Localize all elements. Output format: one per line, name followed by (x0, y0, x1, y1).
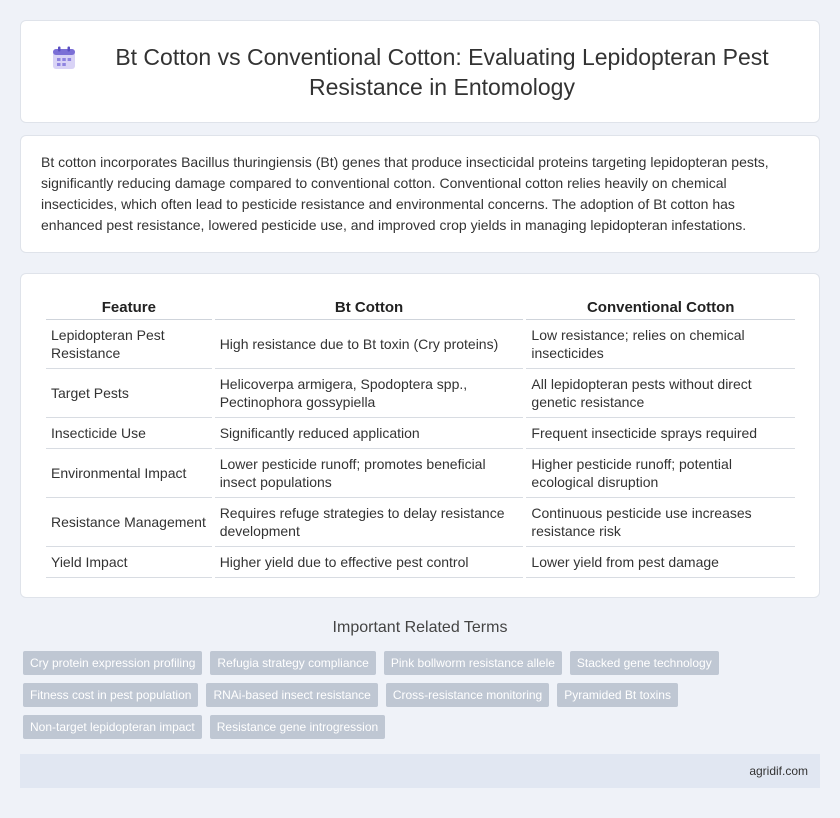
table-cell: All lepidopteran pests without direct genetic resistance (526, 369, 795, 418)
table-cell: Lepidopteran Pest Resistance (46, 320, 212, 369)
page-title: Bt Cotton vs Conventional Cotton: Evaluating Lepidopteran Pest Resistance in Entomology (115, 43, 769, 100)
header-conventional-cotton: Conventional Cotton (526, 294, 795, 320)
intro-card (20, 135, 820, 253)
table-cell: High resistance due to Bt toxin (Cry proteins) (215, 320, 524, 369)
table-cell: Helicoverpa armigera, Spodoptera spp., Pectinophora gossypiella (215, 369, 524, 418)
tag-row (23, 715, 813, 739)
intro-paragraph: Bt cotton incorporates Bacillus thuringiensis (Bt) genes that produce insecticidal proteins targeting lepidopteran pests, significantly reducing damage compared to conventional cotton. Conventional cotton relies heavily on chemical insecticides, which often lead to pesticide resistance and environmental concerns. The adoption of Bt cotton has enhanced pest resistance, lowered pesticide use, and improved crop yields in managing lepidopteran infestations. (41, 154, 769, 233)
related-term-tag[interactable]: Cry protein expression profiling (23, 651, 202, 675)
header-feature: Feature (46, 294, 212, 320)
related-terms-tags (23, 651, 813, 747)
table-cell: Resistance Management (46, 498, 212, 547)
related-term-tag[interactable]: Stacked gene technology (570, 651, 719, 675)
related-term-tag[interactable]: Fitness cost in pest population (23, 683, 198, 707)
title-card (20, 20, 820, 123)
table-row (46, 418, 795, 449)
table-row (46, 449, 795, 498)
table-cell: Low resistance; relies on chemical insecticides (526, 320, 795, 369)
related-term-tag[interactable]: RNAi-based insect resistance (206, 683, 377, 707)
table-cell: Continuous pesticide use increases resistance risk (526, 498, 795, 547)
calendar-icon (51, 45, 77, 71)
table-header-row (46, 294, 795, 320)
related-term-tag[interactable]: Pyramided Bt toxins (557, 683, 678, 707)
table-cell: Lower yield from pest damage (526, 547, 795, 578)
footer (20, 754, 820, 788)
related-term-tag[interactable]: Pink bollworm resistance allele (384, 651, 562, 675)
related-term-tag[interactable]: Non-target lepidopteran impact (23, 715, 202, 739)
table-row (46, 369, 795, 418)
table-cell: Frequent insecticide sprays required (526, 418, 795, 449)
table-cell: Significantly reduced application (215, 418, 524, 449)
related-term-tag[interactable]: Refugia strategy compliance (210, 651, 375, 675)
related-terms-title: Important Related Terms (332, 619, 508, 636)
comparison-table (43, 294, 798, 578)
header-bt-cotton: Bt Cotton (215, 294, 524, 320)
footer-site-link[interactable]: agridif.com (749, 764, 808, 778)
table-row (46, 320, 795, 369)
table-row (46, 498, 795, 547)
table-cell: Higher pesticide runoff; potential ecological disruption (526, 449, 795, 498)
table-cell: Requires refuge strategies to delay resistance development (215, 498, 524, 547)
table-cell: Yield Impact (46, 547, 212, 578)
table-cell: Environmental Impact (46, 449, 212, 498)
tag-row (23, 651, 813, 675)
title-wrap (21, 42, 819, 102)
table-row (46, 547, 795, 578)
table-cell: Higher yield due to effective pest control (215, 547, 524, 578)
related-term-tag[interactable]: Cross-resistance monitoring (386, 683, 549, 707)
table-cell: Insecticide Use (46, 418, 212, 449)
tag-row (23, 683, 813, 707)
related-term-tag[interactable]: Resistance gene introgression (210, 715, 385, 739)
table-cell: Lower pesticide runoff; promotes beneficial insect populations (215, 449, 524, 498)
comparison-table-card (20, 273, 820, 598)
table-cell: Target Pests (46, 369, 212, 418)
